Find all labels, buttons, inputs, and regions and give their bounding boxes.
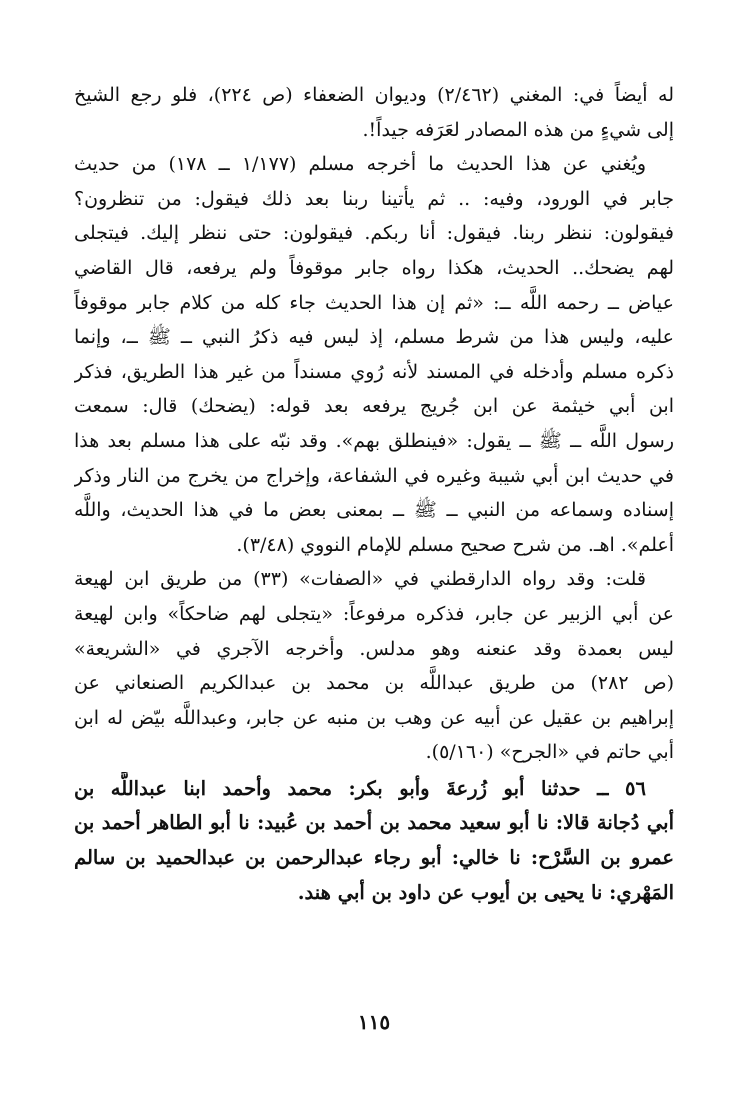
text-line: في حديث ابن أبي شيبة وغيره في الشفاعة، وإخراج من يخرج من النار وذكر (74, 464, 674, 487)
hadith-line: ٥٦ ــ حدثنا أبو زُرعةَ وأبو بكر: محمد وأحمد ابنا عبداللَّه بن (74, 776, 646, 800)
text-line: ابن أبي خيثمة عن ابن جُريج يرفعه بعد قوله: (يضحك) قال: سمعت (74, 395, 674, 418)
hadith-line: أبي دُجانة قالا: نا أبو سعيد محمد بن أحمد بن عُبيد: نا أبو الطاهر أحمد بن (74, 811, 674, 835)
text-line: (ص ٢٨٢) من طريق عبداللَّه بن محمد بن عبدالكريم الصنعاني عن (74, 672, 674, 695)
text-line: أبي حاتم في «الجرح» (٥/١٦٠). (425, 741, 674, 764)
text-line: أعلم». اهـ. من شرح صحيح مسلم للإمام النووي (٣/٤٨). (236, 533, 674, 556)
text-line: جابر في الورود، وفيه: .. ثم يأتينا ربنا بعد ذلك فيقول: من تنظرون؟ (74, 187, 674, 210)
text-line: ليس بعمدة وقد عنعنه وهو مدلس. وأخرجه الآجري في «الشريعة» (74, 637, 674, 660)
text-line: إسناده وسماعه من النبي ــ ﷺ ــ بمعنى بعض ما في هذا الحديث، واللَّه (74, 499, 674, 522)
text-line: رسول اللَّه ــ ﷺ ــ يقول: «فينطلق بهم». وقد نبّه على هذا مسلم بعد هذا (74, 429, 674, 452)
hadith-paragraph (74, 772, 674, 910)
text-line: عن أبي الزبير عن جابر، فذكره مرفوعاً: «يتجلى لهم ضاحكاً» وابن لهيعة (74, 602, 674, 625)
text-line: إلى شيءٍ من هذه المصادر لعَرَفه جيداً!. (362, 118, 674, 141)
paragraph (74, 78, 674, 147)
text-line: لهم يضحك.. الحديث، هكذا رواه جابر موقوفاً ولم يرفعه، قال القاضي (74, 256, 674, 279)
text-line: فيقولون: ننظر ربنا. فيقول: أنا ربكم. فيقولون: حتى ننظر إليك. فيتجلى (74, 222, 674, 245)
text-line: عياض ــ رحمه اللَّه ــ: «ثم إن هذا الحديث جاء كله من كلام جابر موقوفاً (74, 291, 674, 314)
text-line: إبراهيم بن عقيل عن أبيه عن وهب بن منبه عن جابر، وعبداللَّه بيّض له ابن (74, 706, 674, 729)
hadith-line: المَهْري: نا يحيى بن أيوب عن داود بن أبي هند. (297, 880, 674, 904)
text-line: قلت: وقد رواه الدارقطني في «الصفات» (٣٣) من طريق ابن لهيعة (74, 568, 646, 591)
page-text (74, 78, 674, 910)
text-line: له أيضاً في: المغني (٢/٤٦٢) وديوان الضعفاء (ص ٢٢٤)، فلو رجع الشيخ (74, 84, 674, 106)
text-line: عليه، وليس هذا من شرط مسلم، إذ ليس فيه ذكرُ النبي ــ ﷺ ــ، وإنما (74, 326, 674, 349)
paragraph (74, 562, 674, 770)
paragraph (74, 147, 674, 562)
hadith-line: عمرو بن السَّرْح: نا خالي: أبو رجاء عبدالرحمن بن عبدالحميد بن سالم (74, 846, 674, 870)
text-line: ذكره مسلم وأدخله في المسند لأنه رُوي مسنداً من غير هذا الطريق، فذكر (74, 360, 674, 383)
text-line: ويُغني عن هذا الحديث ما أخرجه مسلم (١/١٧٧ ــ ١٧٨) من حديث (74, 153, 647, 176)
page-number: ١١٥ (357, 1010, 391, 1034)
